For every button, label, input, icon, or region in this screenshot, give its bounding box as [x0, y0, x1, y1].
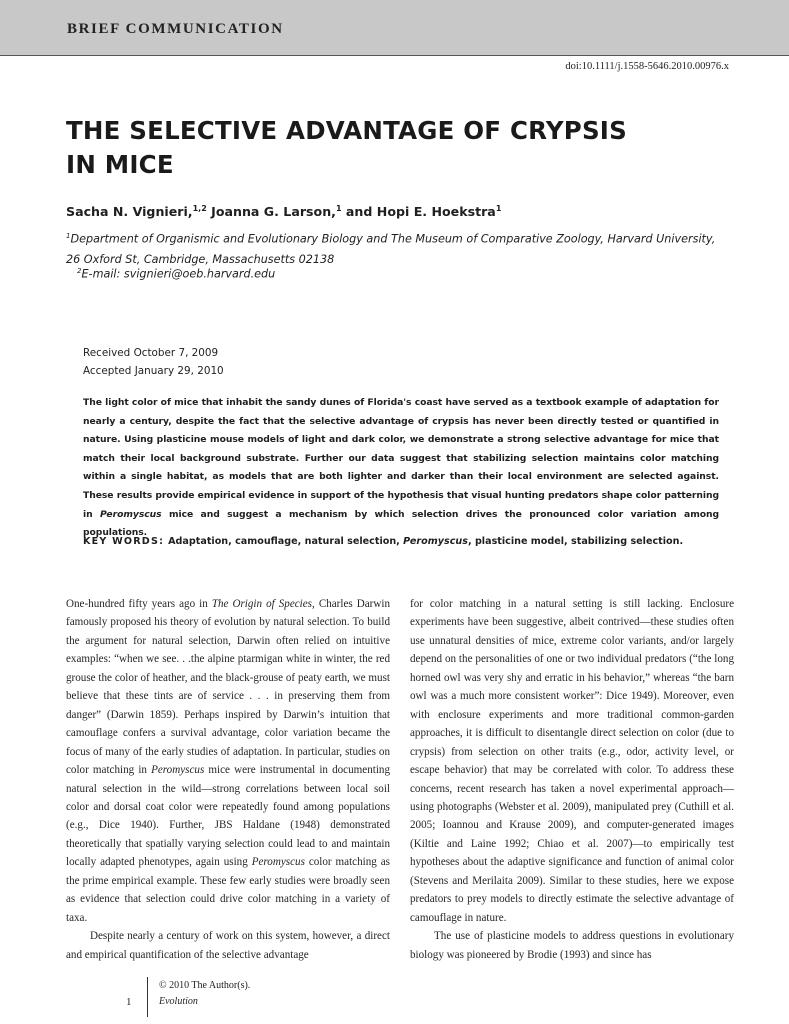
author-name: and Hopi E. Hoekstra [345, 204, 496, 220]
journal-name: Evolution [159, 996, 198, 1007]
body-text: , Charles Darwin famously proposed his theory of evolution by natural selection. To build the argument for natural selection, Darwin often relied on intuitive examples: “when we see. . .the alpine ptarmigan white in winter, the red grouse the color of heather, and the black-grouse of peaty earth, we must believe that these tints are of service . . . in preserving them from danger” (Darwin 1859). Perhaps inspired by Darwin’s intuition that camouflage confers a survival advantage, color variation became the focus of many of the early studies of adaptation. In particular, studies on color matching in [66, 598, 390, 777]
body-text: color matching as the prime empirical example. These few early studies were broadly seen as evidence that selection could drive color matching in a variety of taxa. [66, 856, 390, 924]
article-dates [83, 344, 224, 380]
abstract-part-2: mice and suggest a mechanism by which selection drives the pronounced color variation among populations. [83, 508, 719, 539]
author-name: Joanna G. Larson, [211, 204, 336, 220]
genus-name: Peromyscus [251, 856, 305, 869]
abstract [83, 394, 719, 543]
abstract-genus: Peromyscus [100, 508, 162, 520]
article-title [66, 114, 627, 182]
email-text: E-mail: svignieri@oeb.harvard.edu [81, 267, 276, 281]
footer-divider [147, 977, 148, 1017]
copyright: © 2010 The Author(s). [159, 980, 251, 991]
doi: doi:10.1111/j.1558-5646.2010.00976.x [565, 61, 729, 72]
author-list [66, 204, 501, 219]
email-marker: 2 [77, 267, 82, 275]
body-paragraph: Despite nearly a century of work on this system, however, a direct and empirical quantification of the selective advantage [66, 930, 390, 961]
contact-email [77, 267, 275, 281]
body-paragraph: for color matching in a natural setting is still lacking. Enclosure experiments have been suggestive, albeit contrived—these studies often use unnatural densities of mice, extreme color variants, and/or largely depend on the personalities of one or two individual predators (“the long horned owl was very shy and erratic in his behavior,” whereas “the barn owl was a much more consistent worker”: Dice 1949). Moreover, even with enclosure experiments and more traditional common-garden approaches, it is difficult to disentangle direct selection on color (due to crypsis) from selection on other traits (e.g., odor, activity level, or escape behavior) that may be correlated with color. To address these concerns, recent research has taken a novel experimental approach—using photographs (Webster et al. 2009), manipulated prey (Cuthill et al. 2005; Ioannou and Krause 2009), and computer-generated images (Kiltie and Laine 1992; Chiao et al. 2007)—to empirically test hypotheses about the adaptive significance and function of animal color (Stevens and Merilaita 2009). Similar to these studies, here we expose predators to prey models to directly estimate the selective advantage of camouflage in nature. [410, 598, 734, 924]
body-paragraph [66, 595, 390, 927]
keywords-before: Adaptation, camouflage, natural selection, [168, 536, 404, 547]
body-paragraph: The use of plasticine models to address questions in evolutionary biology was pioneered by Brodie (1993) and since has [410, 930, 734, 961]
author-name: Sacha N. Vignieri, [66, 204, 193, 220]
affiliation-line-1: Department of Organismic and Evolutionary Biology and The Museum of Comparative Zoology, Harvard University, [70, 232, 716, 246]
section-label: BRIEF COMMUNICATION [67, 21, 284, 37]
author-affil-marker: 1 [335, 204, 342, 213]
keywords-label: KEY WORDS: [83, 536, 165, 547]
keywords-after: , plasticine model, stabilizing selection. [467, 536, 684, 547]
title-line-2: IN MICE [66, 150, 174, 179]
body-text: One-hundred fifty years ago in [66, 598, 212, 610]
abstract-part-1: The light color of mice that inhabit the sandy dunes of Florida's coast have served as a textbook example of adaptation for nearly a century, despite the fact that the selective advantage of crypsis has never been directly tested or quantified in nature. Using plasticine mouse models of light and dark color, we demonstrate a strong selective advantage for mice that match their local background substrate. Further our data suggest that stabilizing selection maintains color matching within a single habitat, as models that are both lighter and darker than their local environment are selected against. These results provide empirical evidence in support of the hypothesis that visual hunting predators shape color patterning in [83, 397, 719, 520]
received-date: Received October 7, 2009 [83, 347, 219, 359]
author-affil-marker: 1,2 [192, 204, 207, 213]
author-affil-marker: 1 [495, 204, 502, 213]
body-text: mice were instrumental in documenting natural selection in the wild—strong correlations between local soil color and dorsal coat color were repeatedly found among populations (e.g., Dice 1940). Further, JBS Haldane (1948) demonstrated theoretically that spatially varying selection could lead to and maintain locally adapted phenotypes, again using [66, 764, 390, 869]
body-column-right [410, 595, 734, 964]
page-number: 1 [126, 996, 132, 1008]
genus-name: Peromyscus [151, 764, 205, 777]
keywords-genus: Peromyscus [403, 536, 468, 547]
affiliation-line-2: 26 Oxford St, Cambridge, Massachusetts 02138 [66, 252, 335, 266]
keywords [83, 536, 743, 547]
affiliation-marker: 1 [66, 232, 71, 240]
affiliation [66, 226, 746, 270]
accepted-date: Accepted January 29, 2010 [83, 365, 224, 377]
header-band [0, 0, 789, 56]
title-line-1: THE SELECTIVE ADVANTAGE OF CRYPSIS [66, 116, 627, 145]
body-column-left [66, 595, 390, 964]
book-title: The Origin of Species [211, 598, 313, 610]
